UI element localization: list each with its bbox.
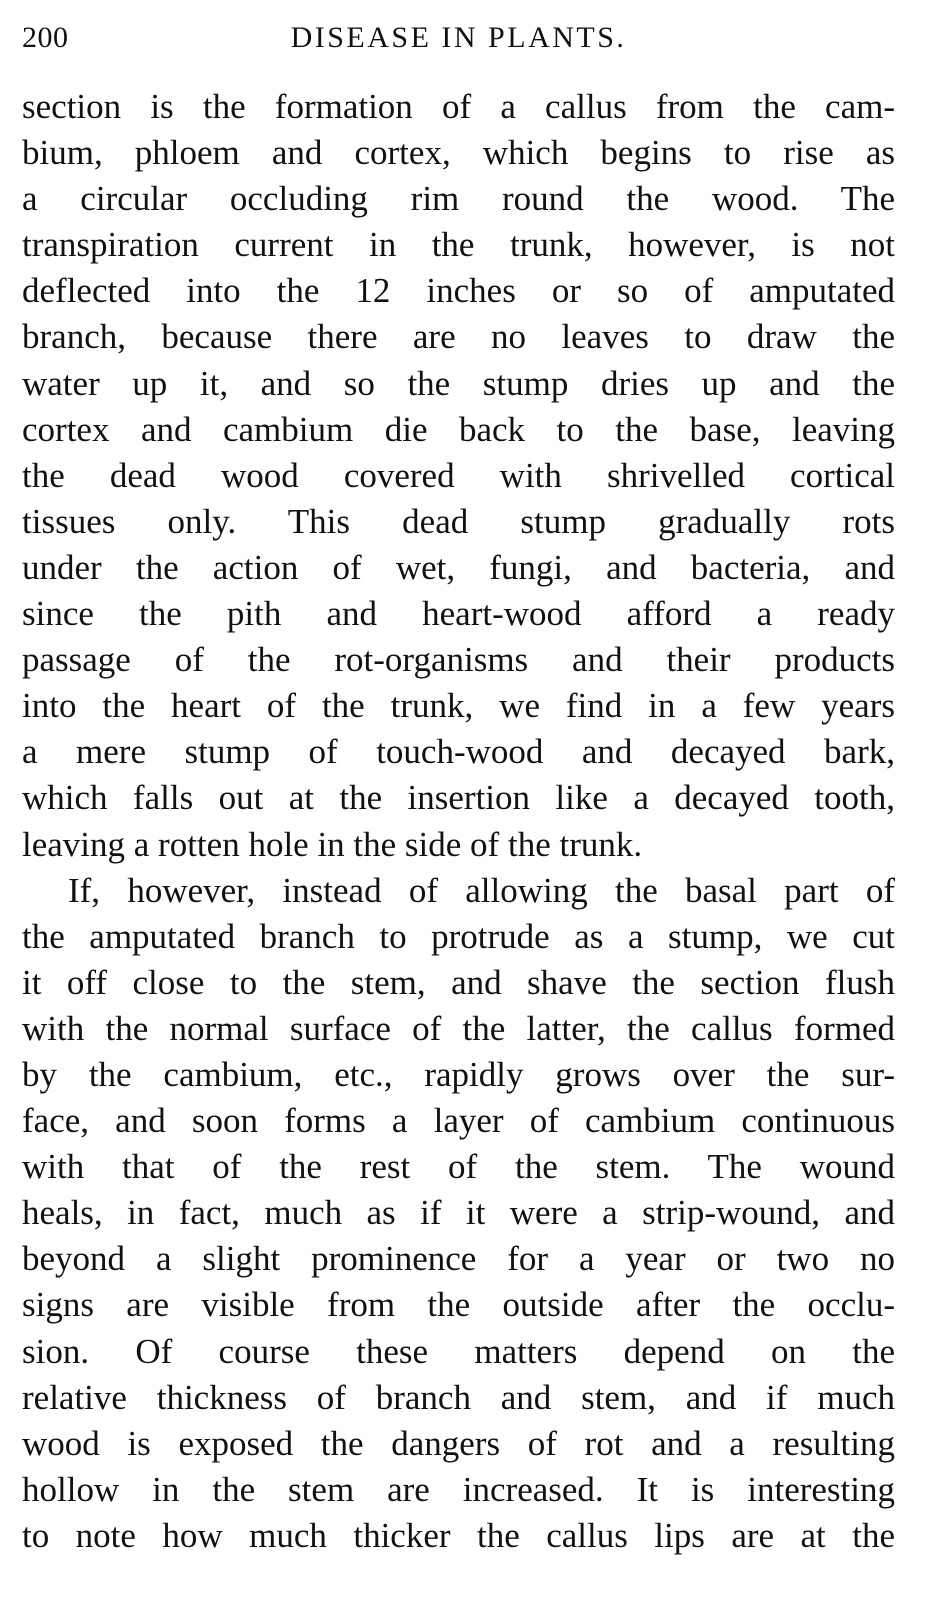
paragraph-2 [22,868,895,1559]
text-line: heals, in fact, much as if it were a strip-wound, and [22,1193,895,1233]
text-line: the amputated branch to protrude as a stump, we cut [22,916,895,956]
text-line: beyond a slight prominence for a year or two no [22,1239,895,1279]
text-line: leaving a rotten hole in the side of the trunk. [22,824,643,864]
running-title: DISEASE IN PLANTS. [290,21,627,54]
running-head [22,16,895,60]
text-line: tissues only. This dead stump gradually rots [22,501,895,541]
text-line: section is the formation of a callus from the cam- [22,87,895,126]
body-text [22,84,895,1559]
text-line: a mere stump of touch-wood and decayed bark, [22,732,895,772]
page-number: 200 [22,21,69,54]
text-line: signs are visible from the outside after the occlu- [22,1285,895,1325]
text-line: wood is exposed the dangers of rot and a resulting [22,1423,895,1463]
text-line: which falls out at the insertion like a decayed tooth, [22,778,895,818]
text-line: passage of the rot-organisms and their products [22,640,895,680]
text-line: with the normal surface of the latter, the callus formed [22,1008,895,1048]
text-line: a circular occluding rim round the wood. The [22,179,895,219]
text-line: deflected into the 12 inches or so of amputated [22,271,895,311]
text-line: to note how much thicker the callus lips are at the [22,1515,895,1555]
text-line: bium, phloem and cortex, which begins to rise as [22,133,895,173]
text-line: since the pith and heart-wood afford a ready [22,594,895,634]
text-line: relative thickness of branch and stem, and if much [22,1377,895,1417]
text-line: sion. Of course these matters depend on the [22,1331,895,1371]
text-line: face, and soon forms a layer of cambium continuous [22,1101,895,1141]
paragraph-1 [22,84,895,868]
text-line: If, however, instead of allowing the basal part of [68,870,895,910]
text-line: it off close to the stem, and shave the section flush [22,962,895,1002]
text-line: water up it, and so the stump dries up and the [22,363,895,403]
text-line: with that of the rest of the stem. The wound [22,1147,895,1187]
text-line: cortex and cambium die back to the base, leaving [22,409,895,449]
text-line: transpiration current in the trunk, however, is not [22,225,895,265]
text-line: branch, because there are no leaves to draw the [22,317,895,357]
text-line: into the heart of the trunk, we find in a few years [22,686,895,726]
text-line: the dead wood covered with shrivelled cortical [22,455,895,495]
text-line: under the action of wet, fungi, and bacteria, and [22,547,895,587]
text-line: hollow in the stem are increased. It is interesting [22,1469,895,1509]
text-line: by the cambium, etc., rapidly grows over the sur- [22,1054,895,1094]
